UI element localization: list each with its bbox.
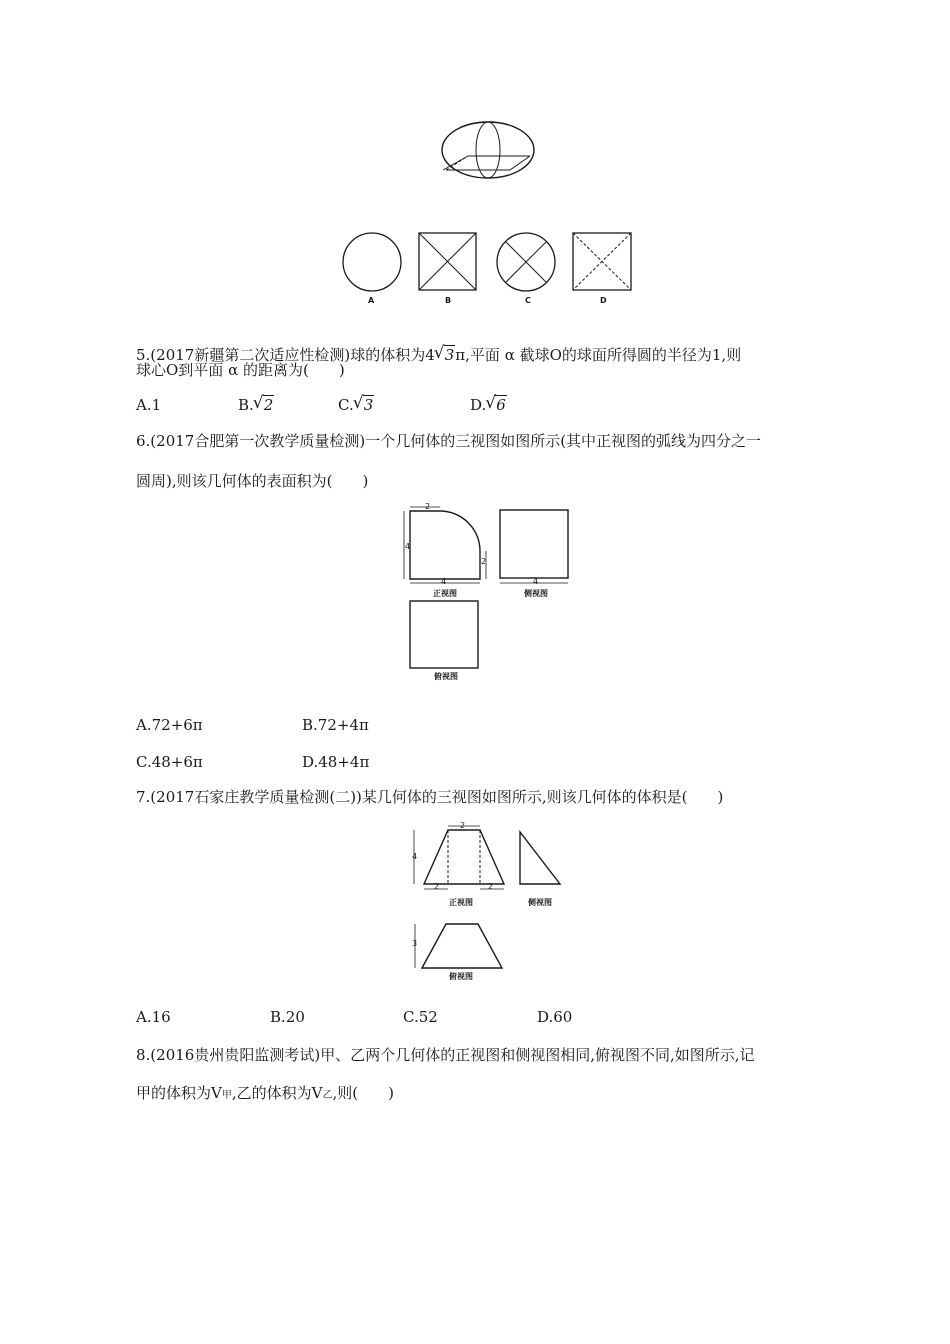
q6-dim-right: 2 [481,557,487,566]
q7-side-caption: 侧视图 [528,898,552,907]
option-b-square [418,232,478,296]
option-a-label: A [368,296,375,305]
q7-dim-top-view: 3 [412,939,418,948]
option-a-circle [340,232,404,296]
option-d-square [572,232,634,296]
q6-dim-left: 4 [405,542,411,551]
option-d-label: D [600,296,607,305]
q6-line2: 圆周),则该几何体的表面积为( ) [136,472,369,490]
q7-dim-bottom-right: 2 [488,882,494,891]
q6-dim-top: 2 [425,502,431,511]
q7-dim-bottom-left: 2 [434,882,440,891]
q7-option-b: B.20 [270,1008,305,1026]
q5-option-d: D.√ 6 [470,398,507,413]
sphere-figure [438,120,538,180]
q6-front-caption: 正视图 [433,589,457,598]
q7-dim-top: 2 [460,821,466,830]
q6-dim-bottom: 4 [441,577,447,586]
q7-line1: 7.(2017石家庄教学质量检测(二))某几何体的三视图如图所示,则该几何体的体积是( ) [136,788,724,806]
q8-line1: 8.(2016贵州贵阳监测考试)甲、乙两个几何体的正视图和侧视图相同,俯视图不同,如图所示,记 [136,1046,755,1064]
q6-front-view [400,503,495,588]
q6-option-c: C.48+6π [136,753,203,771]
q5-option-a: A.1 [136,396,162,414]
q5-line2: 球心O到平面 α 的距离为( ) [136,361,345,379]
q8-line2: 甲的体积为V甲,乙的体积为V乙,则( ) [136,1084,394,1102]
q5-option-b: B.√ 2 [238,398,274,413]
q6-option-b: B.72+4π [302,716,369,734]
option-b-label: B [445,296,452,305]
q7-side-view [516,830,566,886]
q6-option-d: D.48+4π [302,753,370,771]
q7-top-view [410,918,506,974]
q7-option-a: A.16 [136,1008,171,1026]
q5-line1: 5.(2017新疆第二次适应性检测)球的体积为4√ 3π,平面 α 截球O的球面所得圆的半径为1,则 [136,348,741,363]
q6-side-view [498,508,572,588]
q6-dim-side-bottom: 4 [533,577,539,586]
option-c-circle [494,232,558,296]
sqrt-3: √ 3 [435,348,456,363]
q7-front-caption: 正视图 [449,898,473,907]
q6-side-caption: 侧视图 [524,589,548,598]
q5-option-c: C.√ 3 [338,398,374,413]
q7-dim-left: 4 [412,852,418,861]
q7-option-c: C.52 [403,1008,438,1026]
q6-top-view [408,599,482,671]
q6-top-caption: 俯视图 [434,672,458,681]
q6-option-a: A.72+6π [136,716,203,734]
q7-top-caption: 俯视图 [449,972,473,981]
option-c-label: C [525,296,531,305]
q6-line1: 6.(2017合肥第一次教学质量检测)一个几何体的三视图如图所示(其中正视图的弧线为四分之一 [136,432,762,450]
q7-option-d: D.60 [537,1008,573,1026]
q7-front-view [408,822,516,898]
